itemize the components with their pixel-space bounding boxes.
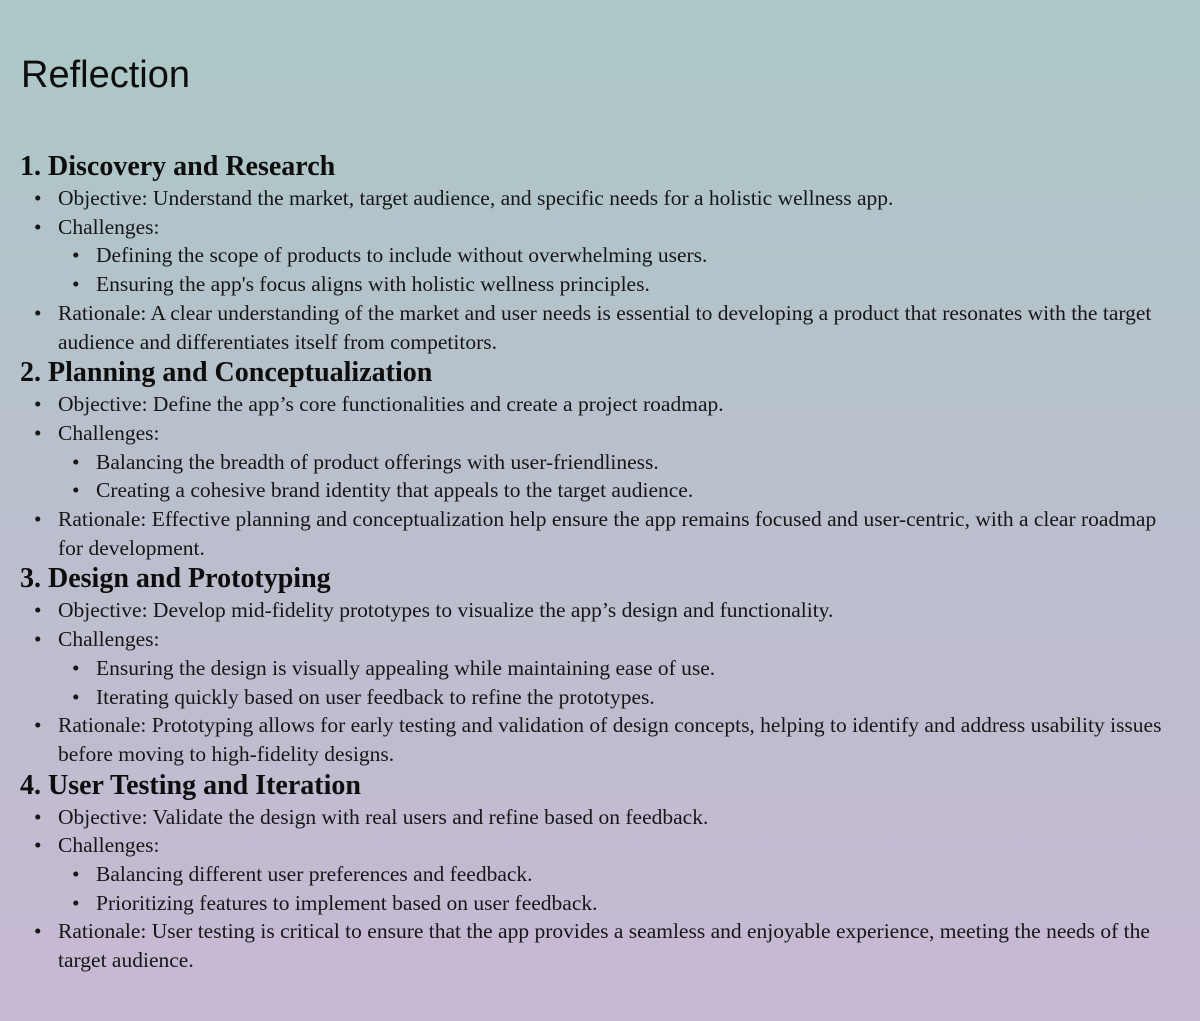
challenges-list [20,448,1185,505]
objective-item: • Objective: Validate the design with real users and refine based on feedback. [20,803,1185,832]
objective-item: • Objective: Define the app’s core functionalities and create a project roadmap. [20,390,1185,419]
challenges-label: Challenges: [58,833,160,858]
page-title: Reflection [21,54,190,96]
challenge-item: • Prioritizing features to implement based on user feedback. [20,889,1185,918]
section-heading: 2. Planning and Conceptualization [20,357,433,389]
challenges-item [20,625,1185,654]
challenges-sublist-wrapper [20,860,1185,917]
section-points [20,390,1185,562]
objective-item: • Objective: Understand the market, target audience, and specific needs for a holistic wellness app. [20,184,1185,213]
challenges-item [20,213,1185,242]
section-discovery-research [20,150,1185,356]
objective-item: • Objective: Develop mid-fidelity prototypes to visualize the app’s design and functionality. [20,596,1185,625]
challenge-item: • Creating a cohesive brand identity that appeals to the target audience. [20,476,1185,505]
section-planning-conceptualization [20,356,1185,562]
challenges-list [20,654,1185,711]
section-points [20,184,1185,356]
challenges-label: Challenges: [58,214,160,239]
section-user-testing-iteration [20,769,1185,975]
challenge-item: • Balancing different user preferences and feedback. [20,860,1185,889]
section-heading: 1. Discovery and Research [20,151,336,182]
challenges-item [20,831,1185,860]
challenges-sublist-wrapper [20,241,1185,298]
challenges-list [20,241,1185,298]
reflection-content [20,150,1185,975]
challenges-label: Challenges: [58,420,160,445]
rationale-item: • Rationale: A clear understanding of the market and user needs is essential to developing a product that resonates with the target audience and differentiates itself from competitors. [20,299,1185,356]
rationale-item: • Rationale: Effective planning and conceptualization help ensure the app remains focused and user-centric, with a clear roadmap for development. [20,505,1185,562]
section-heading: 3. Design and Prototyping [20,563,331,595]
challenges-sublist-wrapper [20,448,1185,505]
challenge-item: • Defining the scope of products to include without overwhelming users. [20,241,1185,270]
challenges-label: Challenges: [58,627,160,652]
rationale-item: • Rationale: Prototyping allows for early testing and validation of design concepts, helping to identify and address usability issues before moving to high-fidelity designs. [20,711,1185,768]
section-design-prototyping [20,562,1185,768]
section-heading: 4. User Testing and Iteration [20,769,361,801]
section-points [20,803,1185,975]
challenges-sublist-wrapper [20,654,1185,711]
challenge-item: • Ensuring the app's focus aligns with holistic wellness principles. [20,270,1185,299]
challenge-item: • Ensuring the design is visually appealing while maintaining ease of use. [20,654,1185,683]
challenge-item: • Iterating quickly based on user feedback to refine the prototypes. [20,683,1185,712]
challenges-item [20,419,1185,448]
challenges-list [20,860,1185,917]
rationale-item: • Rationale: User testing is critical to ensure that the app provides a seamless and enjoyable experience, meeting the needs of the target audience. [20,917,1185,974]
section-points [20,596,1185,768]
challenge-item: • Balancing the breadth of product offerings with user-friendliness. [20,448,1185,477]
